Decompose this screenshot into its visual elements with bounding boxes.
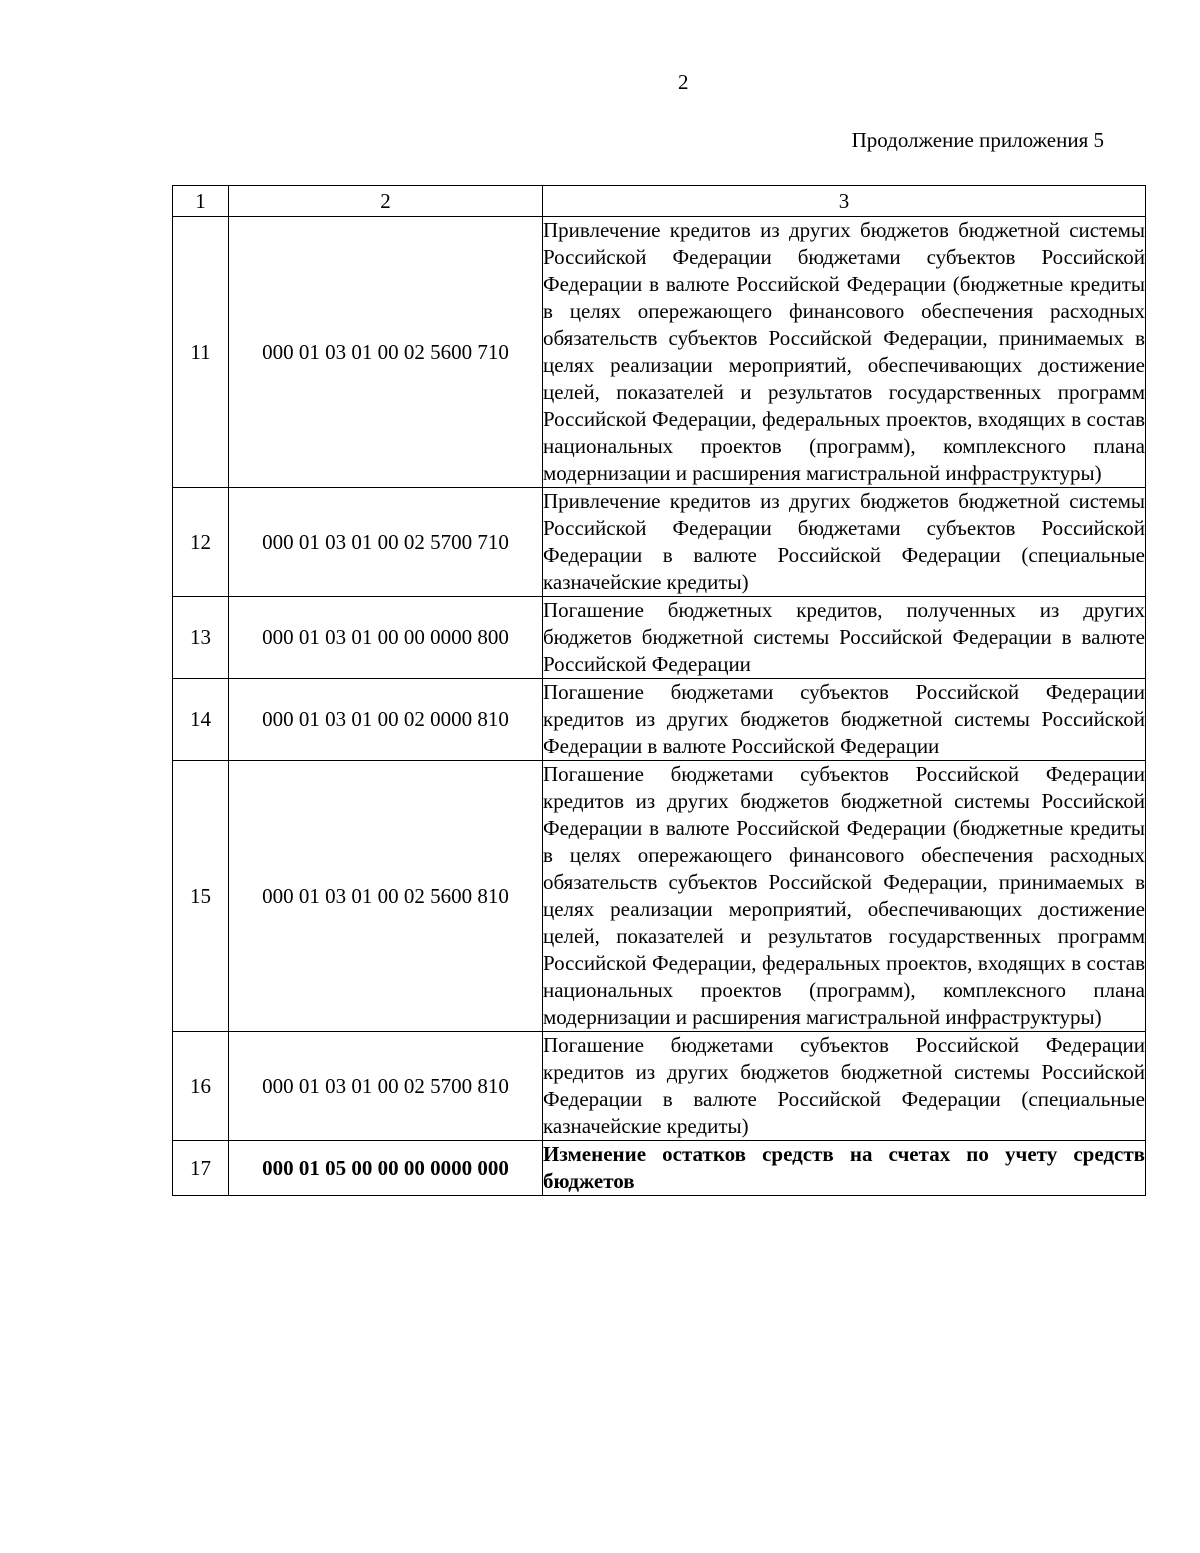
table-body — [173, 186, 1146, 1196]
table-row — [173, 217, 1146, 488]
row-number: 15 — [173, 761, 229, 1032]
row-number: 14 — [173, 679, 229, 761]
column-header-3: 3 — [543, 186, 1146, 217]
budget-code: 000 01 03 01 00 02 5700 710 — [229, 488, 543, 597]
budget-code: 000 01 05 00 00 00 0000 000 — [229, 1141, 543, 1196]
row-description: Изменение остатков средств на счетах по учету средств бюджетов — [543, 1141, 1146, 1196]
row-number: 16 — [173, 1032, 229, 1141]
row-description: Привлечение кредитов из других бюджетов бюджетной системы Российской Федерации бюджетами субъектов Российской Федерации в валюте Российской Федерации (бюджетные кредиты в целях опережающего финансового обеспечения расходных обязательств субъектов Российской Федерации, принимаемых в целях реализации мероприятий, обеспечивающих достижение целей, показателей и результатов государственных программ Российской Федерации, федеральных проектов, входящих в состав национальных проектов (программ), комплексного плана модернизации и расширения магистральной инфраструктуры) — [543, 217, 1146, 488]
budget-code: 000 01 03 01 00 00 0000 800 — [229, 597, 543, 679]
budget-code: 000 01 03 01 00 02 0000 810 — [229, 679, 543, 761]
row-description: Погашение бюджетных кредитов, полученных из других бюджетов бюджетной системы Российской Федерации в валюте Российской Федерации — [543, 597, 1146, 679]
row-number: 12 — [173, 488, 229, 597]
page-number: 2 — [678, 70, 689, 94]
table-row — [173, 597, 1146, 679]
table-row-total — [173, 1141, 1146, 1196]
budget-code: 000 01 03 01 00 02 5600 710 — [229, 217, 543, 488]
table-row — [173, 761, 1146, 1032]
row-number: 11 — [173, 217, 229, 488]
column-header-1: 1 — [173, 186, 229, 217]
appendix-continuation-label: Продолжение приложения 5 — [851, 128, 1104, 152]
row-number: 17 — [173, 1141, 229, 1196]
table-header-row — [173, 186, 1146, 217]
table-row — [173, 488, 1146, 597]
budget-code: 000 01 03 01 00 02 5600 810 — [229, 761, 543, 1032]
table-row — [173, 679, 1146, 761]
row-description: Погашение бюджетами субъектов Российской Федерации кредитов из других бюджетов бюджетной системы Российской Федерации в валюте Российской Федерации — [543, 679, 1146, 761]
row-description: Погашение бюджетами субъектов Российской Федерации кредитов из других бюджетов бюджетной системы Российской Федерации в валюте Российской Федерации (бюджетные кредиты в целях опережающего финансового обеспечения расходных обязательств субъектов Российской Федерации, принимаемых в целях реализации мероприятий, обеспечивающих достижение целей, показателей и результатов государственных программ Российской Федерации, федеральных проектов, входящих в состав национальных проектов (программ), комплексного плана модернизации и расширения магистральной инфраструктуры) — [543, 761, 1146, 1032]
column-header-2: 2 — [229, 186, 543, 217]
budget-code: 000 01 03 01 00 02 5700 810 — [229, 1032, 543, 1141]
row-description: Погашение бюджетами субъектов Российской Федерации кредитов из других бюджетов бюджетной системы Российской Федерации в валюте Российской Федерации (специальные казначейские кредиты) — [543, 1032, 1146, 1141]
row-description: Привлечение кредитов из других бюджетов бюджетной системы Российской Федерации бюджетами субъектов Российской Федерации в валюте Российской Федерации (специальные казначейские кредиты) — [543, 488, 1146, 597]
table-row — [173, 1032, 1146, 1141]
budget-codes-table — [172, 185, 1146, 1196]
row-number: 13 — [173, 597, 229, 679]
